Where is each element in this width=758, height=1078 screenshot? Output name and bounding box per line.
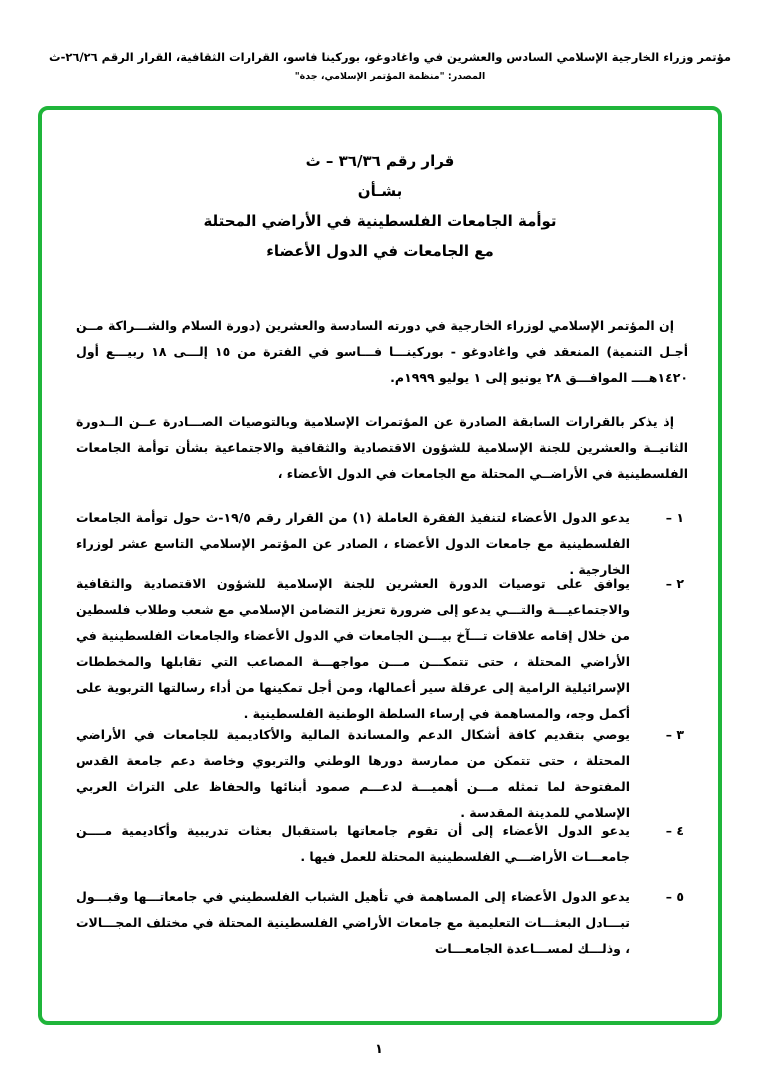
- document-header-title: مؤتمر وزراء الخارجية الإسلامي السادس والعشرين في واغادوغو، بوركينا فاسو، القرارات الثقافية، القرار الرقم ٢٦/٢٦-ث: [49, 50, 731, 64]
- operative-item: [76, 722, 684, 826]
- operative-item: [76, 571, 684, 727]
- resolution-subject-line1: توأمة الجامعات الفلسطينية في الأراضي المحتلة: [203, 212, 557, 230]
- resolution-concerning: بشـأن: [357, 182, 403, 200]
- page-number: ١: [375, 1042, 383, 1057]
- item-text: يوافق على توصيات الدورة العشرين للجنة الإسلامية للشؤون الاقتصادية والثقافية والاجتماعيـــة والتـــي يدعو إلى ضرورة تعزيز التضامن الإسلامي مع شعب وطلاب فلسطين من خلال إقامه علاقات تـــآخ بيـــن الجامعات في الدول الأعضاء والجامعات الفلسطينية في الأراضي المحتلة ، حتى تتمكـــن مـــن مواجهـــة المصاعب التي تقابلها والمخططات الإسرائيلية الرامية إلى عرقلة سير أعمالها، ومن أجل تمكينها من أداء رسالتها التربوية على أكمل وجه، والمساهمة في إرساء السلطة الوطنية الفلسطينية .: [76, 576, 630, 721]
- item-text: يدعو الدول الأعضاء لتنفيذ الفقرة العاملة (١) من القرار رقم ١٩/٥-ث حول توأمة الجامعات الفلسطينية مع جامعات الدول الأعضاء ، الصادر عن المؤتمر الإسلامي التاسع عشر لوزراء الخارجية .: [76, 510, 630, 577]
- resolution-number: قرار رقم ٣٦/٣٦ – ث: [305, 152, 455, 170]
- operative-item: [76, 818, 684, 870]
- item-number: ٤ –: [665, 823, 684, 838]
- item-text: يوصي بتقديم كافة أشكال الدعم والمساندة المالية والأكاديمية للجامعات في الأراضي المحتلة ، حتى تتمكن من ممارسة دورها الوطني والتربوي وخاصة دعم جامعة القدس المفتوحة لما تمثله مـــن أهميـــة لدعـــم صمود أبنائها والحفاظ على التراث العربي الإسلامي للمدينة المقدسة .: [76, 727, 630, 820]
- item-number: ١ –: [665, 510, 684, 525]
- preamble-paragraph: إن المؤتمر الإسلامي لوزراء الخارجية في دورته السادسة والعشرين (دورة السلام والشـــراكة مــن أجـل التنمية) المنعقد في واغادوغو - بوركينـــا فـــاسو في الفترة من ١٥ إلـــى ١٨ ربيـــع أول ١٤٢٠هــــ الموافـــق ٢٨ يونيو إلى ١ يوليو ١٩٩٩م.: [76, 318, 688, 385]
- item-number: ٢ –: [665, 576, 684, 591]
- item-number: ٣ –: [665, 727, 684, 742]
- operative-item: [76, 884, 684, 962]
- item-text: يدعو الدول الأعضاء إلى المساهمة في تأهيل الشباب الفلسطيني في جامعاتـــها وقبـــول تبـــادل البعثـــات التعليمية مع جامعات الأراضي الفلسطينية المحتلة في مختلف المجـــالات ، وذلـــك لمســـاعدة الجامعـــات: [76, 889, 630, 956]
- preamble-paragraph: إذ يذكر بالقرارات السابقة الصادرة عن المؤتمرات الإسلامية وبالتوصيات الصـــادرة عــن الــدورة الثانيــة والعشرين للجنة الإسلامية للشؤون الاقتصادية والثقافية والاجتماعية بشأن توأمة الجامعات الفلسطينية في الأراضــي المحتلة مع الجامعات في الدول الأعضاء ،: [76, 414, 688, 481]
- item-text: يدعو الدول الأعضاء إلى أن تقوم جامعاتها باستقبال بعثات تدريبية وأكاديمية مــــن جامعـــات الأراضـــي الفلسطينية المحتلة للعمل فيها .: [76, 823, 630, 864]
- item-number: ٥ –: [665, 889, 684, 904]
- resolution-subject-line2: مع الجامعات في الدول الأعضاء: [266, 242, 494, 260]
- document-source: المصدر: "منظمة المؤتمر الإسلامي، جدة": [294, 71, 486, 82]
